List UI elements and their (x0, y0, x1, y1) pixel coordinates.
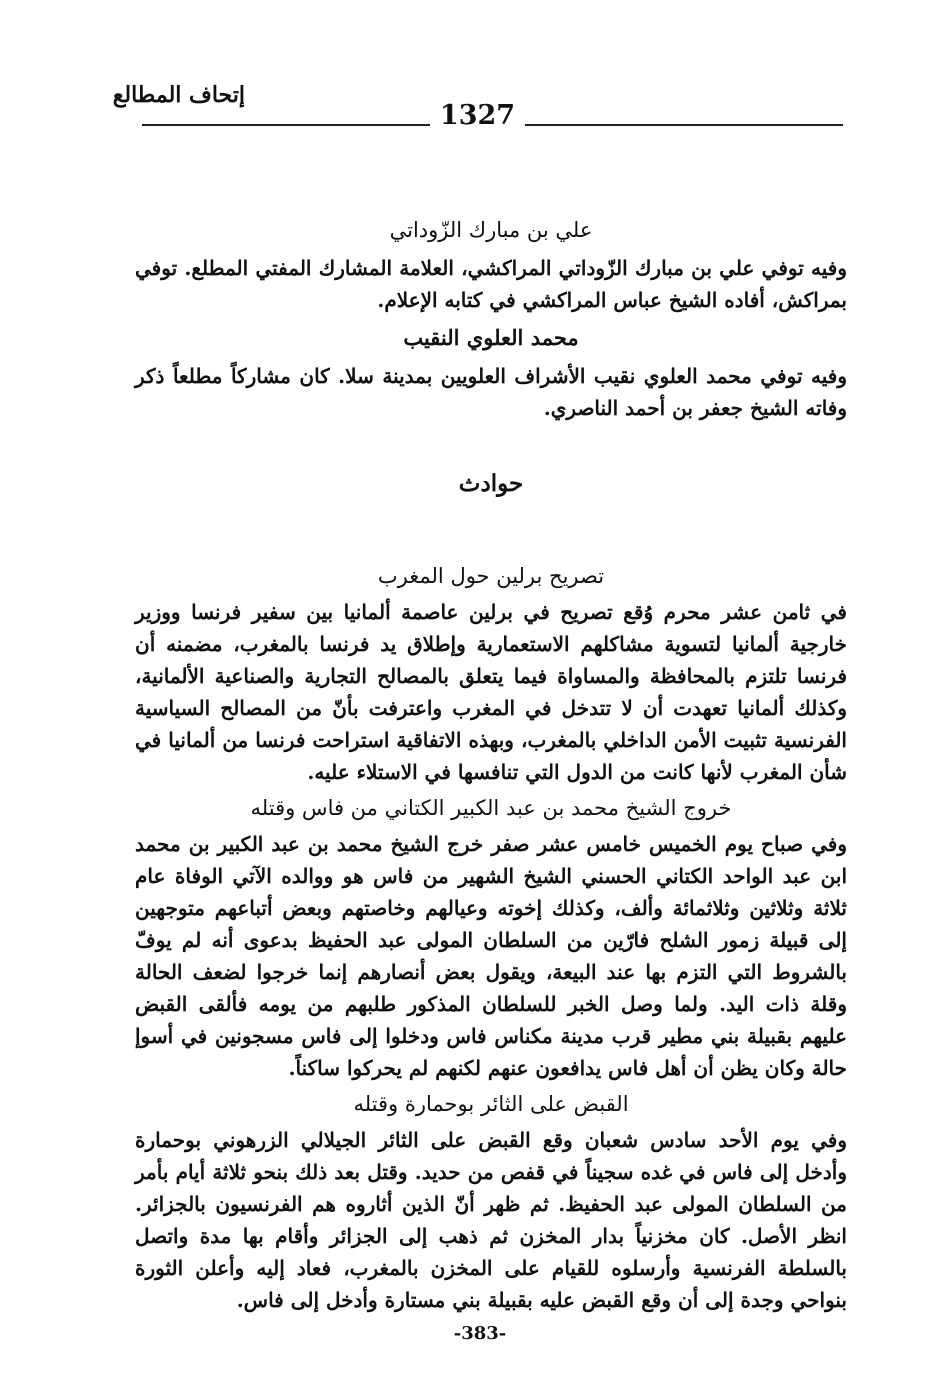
running-title: إتحاف المطالع (112, 82, 245, 108)
events-section-title: حوادث (458, 470, 524, 497)
obituary-heading: محمد العلوي النقيب (403, 325, 579, 350)
main-text (135, 212, 847, 1316)
event-paragraph: وفي يوم الأحد سادس شعبان وقع القبض على الثائر الجيلالي الزرهوني بوحمارة وأدخل إلى فاس في غده سجيناً في قفص من حديد. وقتل بعد ذلك بنحو ثلاثة أيام بأمر من السلطان المولى عبد الحفيظ. ثم ظهر أنّ الذين أثاروه هم الفرنسيون بالجزائر. انظر الأصل. كان مخزنياً بدار المخزن ثم ذهب إلى الجزائر وأقام بها مدة واتصل بالسلطة الفرنسية وأرسلوه للقيام على المخزن بالمغرب، فعاد إليه وأعلن الثورة بنواحي وجدة إلى أن وقع القبض عليه بقبيلة بني مستارة وأدخل إلى فاس. (135, 1128, 848, 1312)
obituary-paragraph: وفيه توفي محمد العلوي نقيب الأشراف العلويين بمدينة سلا. كان مشاركاً مطلعاً ذكر وفاته الشيخ جعفر بن أحمد الناصري. (135, 364, 847, 420)
event-heading: خروج الشيخ محمد بن عبد الكبير الكتاني من فاس وقتله (250, 796, 732, 820)
event-heading: تصريح برلين حول المغرب (377, 564, 605, 588)
event-heading: القبض على الثائر بوحمارة وقتله (353, 1092, 629, 1116)
year-heading: 1327 (439, 100, 516, 131)
header-rule-left (142, 124, 430, 126)
header-rule-right (525, 124, 843, 126)
page-number: -383- (453, 1323, 507, 1344)
event-paragraph: وفي صباح يوم الخميس خامس عشر صفر خرج الشيخ محمد بن عبد الكبير بن محمد ابن عبد الواحد الكتاني الحسني الشيخ الشهير من فاس هو ووالده الآتي الوفاة عام ثلاثة وثلاثين وثلاثمائة وألف، وكذلك إخوته وعيالهم وخاصتهم وبعض أتباعهم متوجهين إلى قبيلة زمور الشلح فارّين من السلطان المولى عبد الحفيظ بدعوى أنه لم يوفّ بالشروط التي التزم بها عند البيعة، ويقول بعض أنصارهم إنما خرجوا لضعف الحالة وقلة ذات اليد. ولما وصل الخبر للسلطان المذكور طلبهم من يومه فألقى القبض عليهم بقبيلة بني مطير قرب مدينة مكناس فاس ودخلوا إلى فاس مسجونين في أسوإ حالة وكان يظن أن أهل فاس يدافعون عنهم لكنهم لم يحركوا ساكناً. (135, 832, 847, 1080)
event-paragraph: في ثامن عشر محرم وُقع تصريح في برلين عاصمة ألمانيا بين سفير فرنسا ووزير خارجية ألمانيا لتسوية مشاكلهم الاستعمارية وإطلاق يد فرنسا بالمغرب، مضمنه أن فرنسا تلتزم بالمحافظة والمساواة فيما يتعلق بالمصالح التجارية والصناعية الألمانية، وكذلك ألمانيا تعهدت أن لا تتدخل في المغرب واعترفت بأنّ من المصالح السياسية الفرنسية تثبيت الأمن الداخلي بالمغرب، وبهذه الاتفاقية استراحت فرنسا من ألمانيا في شأن المغرب لأنها كانت من الدول التي تنافسها في الاستلاء عليه. (135, 600, 848, 784)
obituary-heading: علي بن مبارك الزّوداتي (389, 218, 593, 242)
obituary-paragraph: وفيه توفي علي بن مبارك الزّوداتي المراكشي، العلامة المشارك المفتي المطلع. توفي بمراكش، أفاده الشيخ عباس المراكشي في كتابه الإعلام. (135, 256, 847, 312)
